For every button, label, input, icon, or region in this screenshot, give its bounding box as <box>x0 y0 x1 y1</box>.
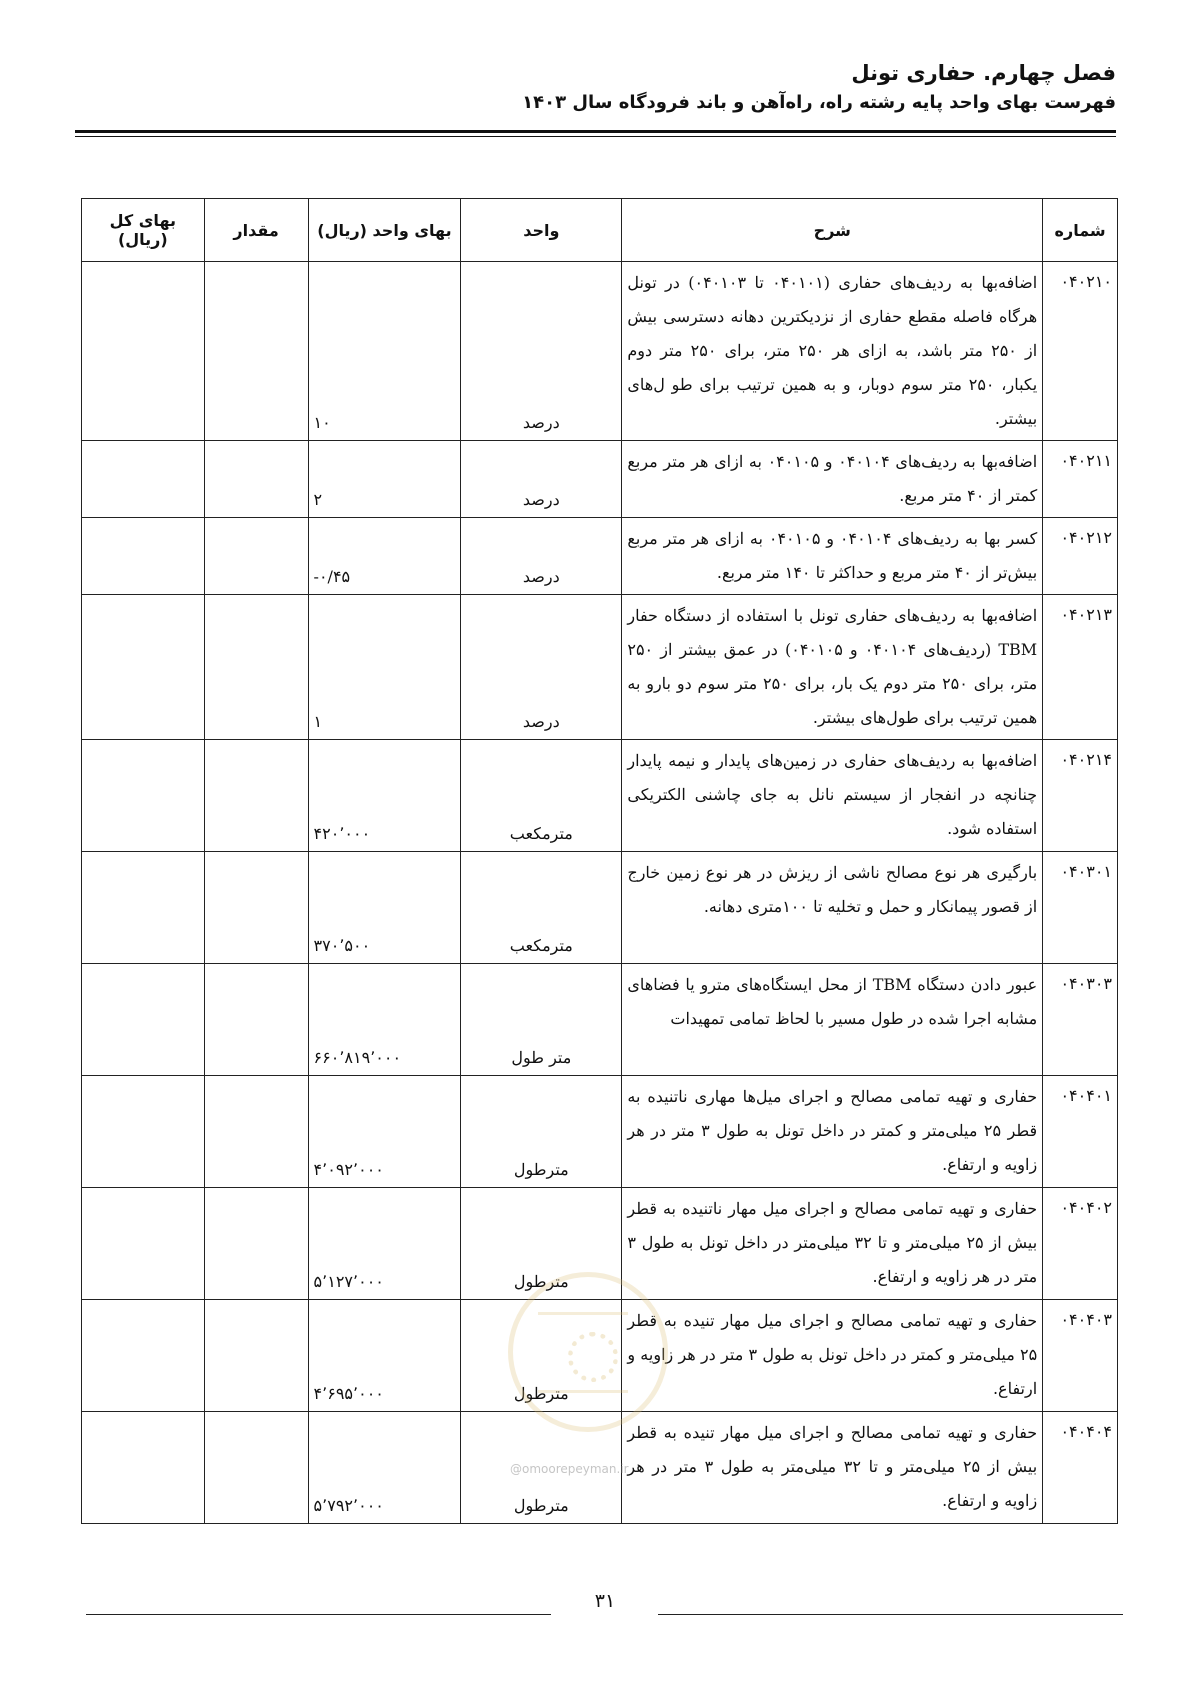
item-unit-price: ۵٬۱۲۷٬۰۰۰ <box>308 1188 461 1300</box>
item-description: حفاری و تهیه تمامی مصالح و اجرای میل مهار تنیده به قطر بیش از ۲۵ میلی‌متر و تا ۳۲ میلی‌متر به طول ۳ متر در هر زاویه و ارتفاع. <box>622 1412 1043 1524</box>
watermark-text: @omoorepeyman.ir <box>510 1462 629 1476</box>
table-row <box>82 595 1118 740</box>
item-total <box>82 441 205 518</box>
item-unit: مترطول <box>461 1300 622 1412</box>
item-quantity <box>204 1300 308 1412</box>
header-number: شماره <box>1043 199 1118 262</box>
item-number: ۰۴۰۲۱۱ <box>1043 441 1118 518</box>
item-unit: مترمکعب <box>461 740 622 852</box>
item-unit-price: ۴٬۶۹۵٬۰۰۰ <box>308 1300 461 1412</box>
item-quantity <box>204 1188 308 1300</box>
page-header <box>75 58 1116 118</box>
header-unit: واحد <box>461 199 622 262</box>
item-unit: درصد <box>461 595 622 740</box>
item-number: ۰۴۰۳۰۱ <box>1043 852 1118 964</box>
item-total <box>82 1412 205 1524</box>
item-unit-price: ۱۰ <box>308 262 461 441</box>
item-quantity <box>204 964 308 1076</box>
item-quantity <box>204 852 308 964</box>
item-unit-price: ۳۷۰٬۵۰۰ <box>308 852 461 964</box>
footer-rule-left <box>86 1614 551 1615</box>
item-total <box>82 1188 205 1300</box>
document-subtitle: فهرست بهای واحد پایه رشته راه، راه‌آهن و باند فرودگاه سال ۱۴۰۳ <box>522 92 1116 113</box>
item-quantity <box>204 441 308 518</box>
item-unit: درصد <box>461 262 622 441</box>
item-unit: متر طول <box>461 964 622 1076</box>
item-number: ۰۴۰۴۰۱ <box>1043 1076 1118 1188</box>
item-number: ۰۴۰۲۱۲ <box>1043 518 1118 595</box>
item-unit-price: ۴۲۰٬۰۰۰ <box>308 740 461 852</box>
item-unit-price: -۰/۴۵ <box>308 518 461 595</box>
item-total <box>82 595 205 740</box>
header-description: شرح <box>622 199 1043 262</box>
item-description: بارگیری هر نوع مصالح ناشی از ریزش در هر نوع زمین خارج از قصور پیمانکار و حمل و تخلیه تا ۱۰۰متری دهانه. <box>622 852 1043 964</box>
item-unit: مترطول <box>461 1076 622 1188</box>
chapter-title: فصل چهارم. حفاری تونل <box>851 61 1116 85</box>
item-unit-price: ۱ <box>308 595 461 740</box>
item-unit-price: ۲ <box>308 441 461 518</box>
footer-rule-right <box>658 1614 1123 1615</box>
item-description: حفاری و تهیه تمامی مصالح و اجرای میل مهار تنیده به قطر ۲۵ میلی‌متر و کمتر در داخل تونل به طول ۳ متر در هر زاویه و ارتفاع. <box>622 1300 1043 1412</box>
item-quantity <box>204 262 308 441</box>
header-rule-thick <box>75 130 1116 133</box>
item-number: ۰۴۰۴۰۳ <box>1043 1300 1118 1412</box>
item-unit: مترمکعب <box>461 852 622 964</box>
item-unit-price: ۵٬۷۹۲٬۰۰۰ <box>308 1412 461 1524</box>
item-description: عبور دادن دستگاه TBM از محل ایستگاه‌های مترو یا فضاهای مشابه اجرا شده در طول مسیر با لحاظ تمامی تمهیدات <box>622 964 1043 1076</box>
item-number: ۰۴۰۲۱۰ <box>1043 262 1118 441</box>
item-unit-price: ۶۶۰٬۸۱۹٬۰۰۰ <box>308 964 461 1076</box>
item-number: ۰۴۰۴۰۴ <box>1043 1412 1118 1524</box>
item-description: اضافه‌بها به ردیف‌های حفاری در زمین‌های پایدار و نیمه پایدار چنانچه در انفجار از سیستم نانل به جای چاشنی الکتریکی استفاده شود. <box>622 740 1043 852</box>
item-quantity <box>204 518 308 595</box>
item-number: ۰۴۰۲۱۳ <box>1043 595 1118 740</box>
table-row <box>82 262 1118 441</box>
table-row <box>82 441 1118 518</box>
table-header-row <box>82 199 1118 262</box>
item-description: اضافه‌بها به ردیف‌های حفاری (۰۴۰۱۰۱ تا ۰۴۰۱۰۳) در تونل هرگاه فاصله مقطع حفاری از نزدیکترین دهانه دسترسی بیش از ۲۵۰ متر باشد، به ازای هر ۲۵۰ متر، برای ۲۵۰ متر دوم یکبار، ۲۵۰ متر سوم دوبار، و به همین ترتیب برای طو ل‌های بیشتر. <box>622 262 1043 441</box>
item-number: ۰۴۰۳۰۳ <box>1043 964 1118 1076</box>
table-row <box>82 740 1118 852</box>
item-total <box>82 518 205 595</box>
item-total <box>82 964 205 1076</box>
item-total <box>82 740 205 852</box>
header-unit-price: بهای واحد (ریال) <box>308 199 461 262</box>
item-number: ۰۴۰۲۱۴ <box>1043 740 1118 852</box>
item-unit-price: ۴٬۰۹۲٬۰۰۰ <box>308 1076 461 1188</box>
table-row <box>82 964 1118 1076</box>
header-quantity: مقدار <box>204 199 308 262</box>
item-unit: مترطول <box>461 1412 622 1524</box>
item-description: کسر بها به ردیف‌های ۰۴۰۱۰۴ و ۰۴۰۱۰۵ به ازای هر متر مربع بیش‌تر از ۴۰ متر مربع و حداکثر تا ۱۴۰ متر مربع. <box>622 518 1043 595</box>
item-total <box>82 852 205 964</box>
item-quantity <box>204 595 308 740</box>
item-description: حفاری و تهیه تمامی مصالح و اجرای میل‌ها مهاری ناتنیده به قطر ۲۵ میلی‌متر و کمتر در داخل تونل به طول ۳ متر در هر زاویه و ارتفاع. <box>622 1076 1043 1188</box>
table-row <box>82 1076 1118 1188</box>
table-row <box>82 1188 1118 1300</box>
item-quantity <box>204 1076 308 1188</box>
item-total <box>82 1300 205 1412</box>
table-row <box>82 1300 1118 1412</box>
item-quantity <box>204 1412 308 1524</box>
item-total <box>82 262 205 441</box>
item-unit: مترطول <box>461 1188 622 1300</box>
item-description: حفاری و تهیه تمامی مصالح و اجرای میل مهار ناتنیده به قطر بیش از ۲۵ میلی‌متر و تا ۳۲ میلی‌متر در داخل تونل به طول ۳ متر در هر زاویه و ارتفاع. <box>622 1188 1043 1300</box>
item-quantity <box>204 740 308 852</box>
header-total: بهای کل (ریال) <box>82 199 205 262</box>
item-number: ۰۴۰۴۰۲ <box>1043 1188 1118 1300</box>
price-list-table <box>81 198 1118 1524</box>
table-row <box>82 518 1118 595</box>
page-number: ۳۱ <box>594 1590 616 1612</box>
item-unit: درصد <box>461 441 622 518</box>
item-total <box>82 1076 205 1188</box>
item-description: اضافه‌بها به ردیف‌های حفاری تونل با استفاده از دستگاه حفار TBM (ردیف‌های ۰۴۰۱۰۴ و ۰۴۰۱۰۵) در عمق بیشتر از ۲۵۰ متر، برای ۲۵۰ متر دوم یک بار، برای ۲۵۰ متر سوم دو بارو به همین ترتیب برای طول‌های بیشتر. <box>622 595 1043 740</box>
table-row <box>82 852 1118 964</box>
item-unit: درصد <box>461 518 622 595</box>
item-description: اضافه‌بها به ردیف‌های ۰۴۰۱۰۴ و ۰۴۰۱۰۵ به ازای هر متر مربع کمتر از ۴۰ متر مربع. <box>622 441 1043 518</box>
header-rule-thin <box>75 136 1116 137</box>
